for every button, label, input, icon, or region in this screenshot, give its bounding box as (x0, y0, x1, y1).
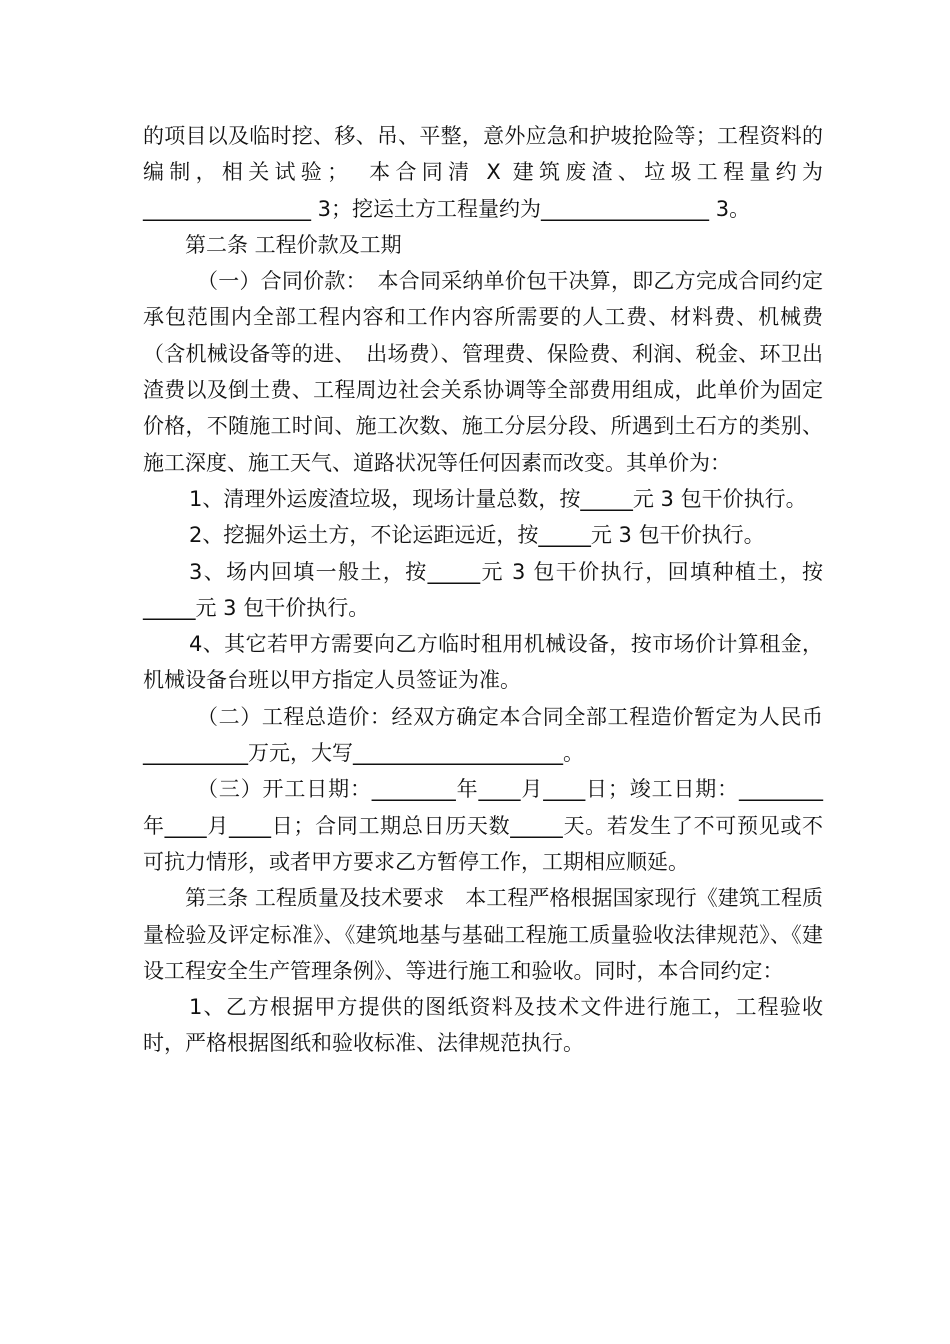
paragraph-schedule: （三）开工日期：________年____月____日；竣工日期：________年____月____日；合同工期总日历天数_____天。若发生了不可预见或不可抗力情形，或者甲方要求乙方暂停工作，工期相应顺延。 (143, 777, 823, 874)
paragraph-contract-price: （一）合同价款： 本合同采纳单价包干决算，即乙方完成合同约定承包范围内全部工程内容和工作内容所需要的人工费、材料费、机械费（含机械设备等的进、 出场费）、管理费、保险费、利润、税金、环卫出渣费以及倒土费、工程周边社会关系协调等全部费用组成，此单价为固定价格，不随施工时间、施工次数、施工分层分段、所遇到土石方的类别、施工深度、施工天气、道路状况等任何因素而改变。其单价为： (143, 269, 823, 475)
list-item-price-1: 1、清理外运废渣垃圾，现场计量总数，按_____元 3 包干价执行。 (189, 486, 807, 511)
heading-article-3: 第三条 工程质量及技术要求 本工程严格根据国家现行《建筑工程质量检验及评定标准》、《建筑地基与基础工程施工质量验收法律规范》、《建设工程安全生产管理条例》、等进行施工和验收。同时，本合同约定： (143, 886, 823, 983)
list-item-price-3: 3、场内回填一般土，按_____元 3 包干价执行，回填种植土，按_____元 3 包干价执行。 (143, 559, 823, 620)
heading-article-2: 第二条 工程价款及工期 (185, 232, 402, 257)
paragraph-scope-continuation: 的项目以及临时挖、移、吊、平整，意外应急和护坡抢险等；工程资料的编制，相关试验； 本合同清 X 建筑废渣、垃圾工程量约为________________ 3；挖运土方工程量约为________________ 3。 (143, 124, 823, 221)
paragraph-total-cost: （二）工程总造价：经双方确定本合同全部工程造价暂定为人民币__________万元，大写____________________。 (143, 704, 823, 766)
list-item-price-2: 2、挖掘外运土方，不论运距远近，按_____元 3 包干价执行。 (189, 523, 765, 548)
document-page (143, 118, 823, 1062)
list-item-price-4: 4、其它若甲方需要向乙方临时租用机械设备，按市场价计算租金，机械设备台班以甲方指定人员签证为准。 (143, 632, 823, 693)
list-item-quality-1: 1、乙方根据甲方提供的图纸资料及技术文件进行施工，工程验收时，严格根据图纸和验收标准、法律规范执行。 (143, 995, 823, 1056)
